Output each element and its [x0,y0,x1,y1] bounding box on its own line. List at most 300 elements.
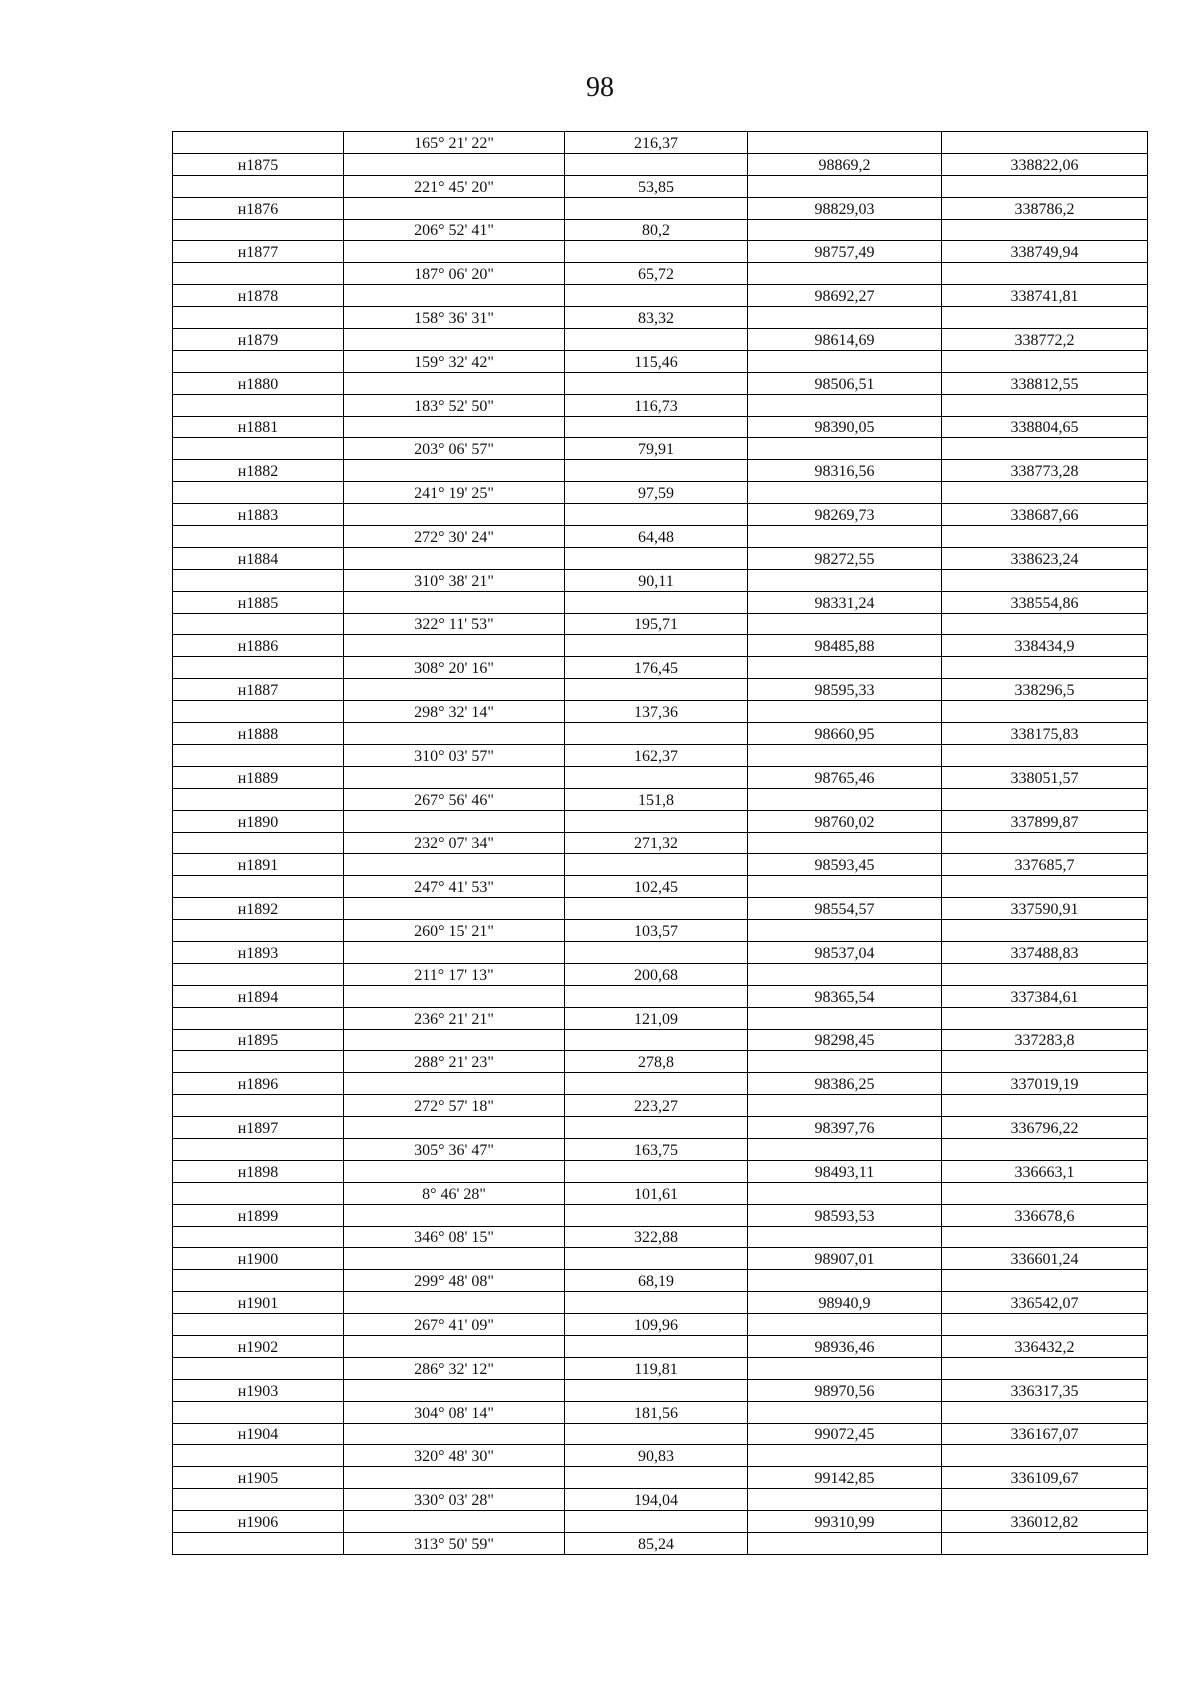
y-coordinate-cell [942,526,1148,548]
x-coordinate-cell [748,920,942,942]
direction-angle-cell [344,329,565,351]
table-row [173,504,1148,526]
point-name-cell: н1904 [173,1423,344,1445]
y-coordinate-cell: 338804,65 [942,416,1148,438]
y-coordinate-cell: 337590,91 [942,898,1148,920]
direction-angle-cell: 286° 32' 12" [344,1357,565,1379]
distance-cell [565,197,748,219]
y-coordinate-cell: 336542,07 [942,1292,1148,1314]
distance-cell: 200,68 [565,963,748,985]
y-coordinate-cell [942,657,1148,679]
direction-angle-cell [344,1029,565,1051]
y-coordinate-cell: 338822,06 [942,153,1148,175]
distance-cell [565,766,748,788]
x-coordinate-cell [748,1445,942,1467]
point-name-cell: н1879 [173,329,344,351]
x-coordinate-cell: 98506,51 [748,372,942,394]
table-row [173,832,1148,854]
point-name-cell [173,350,344,372]
x-coordinate-cell: 98907,01 [748,1248,942,1270]
distance-cell: 85,24 [565,1533,748,1555]
table-row [173,350,1148,372]
point-name-cell [173,1489,344,1511]
distance-cell [565,547,748,569]
x-coordinate-cell [748,788,942,810]
direction-angle-cell: 232° 07' 34" [344,832,565,854]
y-coordinate-cell [942,1357,1148,1379]
table-row [173,635,1148,657]
x-coordinate-cell [748,1270,942,1292]
distance-cell [565,504,748,526]
y-coordinate-cell [942,1401,1148,1423]
table-row [173,679,1148,701]
y-coordinate-cell: 336432,2 [942,1335,1148,1357]
table-row [173,1226,1148,1248]
distance-cell: 102,45 [565,876,748,898]
x-coordinate-cell [748,307,942,329]
x-coordinate-cell: 99072,45 [748,1423,942,1445]
table-row [173,1270,1148,1292]
direction-angle-cell [344,1117,565,1139]
distance-cell [565,723,748,745]
distance-cell: 101,61 [565,1182,748,1204]
direction-angle-cell: 260° 15' 21" [344,920,565,942]
x-coordinate-cell: 98660,95 [748,723,942,745]
distance-cell: 223,27 [565,1095,748,1117]
x-coordinate-cell [748,613,942,635]
x-coordinate-cell: 98272,55 [748,547,942,569]
y-coordinate-cell: 336317,35 [942,1379,1148,1401]
distance-cell [565,1248,748,1270]
x-coordinate-cell [748,1533,942,1555]
direction-angle-cell: 187° 06' 20" [344,263,565,285]
direction-angle-cell [344,1379,565,1401]
point-name-cell: н1886 [173,635,344,657]
direction-angle-cell: 330° 03' 28" [344,1489,565,1511]
table-row [173,329,1148,351]
point-name-cell [173,1051,344,1073]
y-coordinate-cell [942,175,1148,197]
direction-angle-cell: 211° 17' 13" [344,963,565,985]
table-row [173,1533,1148,1555]
x-coordinate-cell: 98692,27 [748,285,942,307]
x-coordinate-cell: 98331,24 [748,591,942,613]
direction-angle-cell [344,1292,565,1314]
point-name-cell: н1883 [173,504,344,526]
x-coordinate-cell: 98493,11 [748,1160,942,1182]
table-row [173,569,1148,591]
distance-cell [565,241,748,263]
y-coordinate-cell: 336109,67 [942,1467,1148,1489]
x-coordinate-cell: 98593,53 [748,1204,942,1226]
point-name-cell [173,657,344,679]
y-coordinate-cell [942,1182,1148,1204]
y-coordinate-cell: 336012,82 [942,1511,1148,1533]
direction-angle-cell: 313° 50' 59" [344,1533,565,1555]
point-name-cell [173,1401,344,1423]
y-coordinate-cell [942,438,1148,460]
direction-angle-cell: 299° 48' 08" [344,1270,565,1292]
distance-cell: 53,85 [565,175,748,197]
x-coordinate-cell [748,394,942,416]
table-row [173,219,1148,241]
direction-angle-cell: 247° 41' 53" [344,876,565,898]
y-coordinate-cell: 337488,83 [942,941,1148,963]
y-coordinate-cell [942,350,1148,372]
table-row [173,1160,1148,1182]
y-coordinate-cell: 337899,87 [942,810,1148,832]
point-name-cell: н1897 [173,1117,344,1139]
distance-cell: 195,71 [565,613,748,635]
x-coordinate-cell: 98614,69 [748,329,942,351]
x-coordinate-cell: 98537,04 [748,941,942,963]
table-row [173,241,1148,263]
x-coordinate-cell: 98269,73 [748,504,942,526]
distance-cell [565,329,748,351]
y-coordinate-cell: 337283,8 [942,1029,1148,1051]
distance-cell [565,1117,748,1139]
distance-cell: 162,37 [565,744,748,766]
x-coordinate-cell [748,132,942,154]
y-coordinate-cell: 338623,24 [942,547,1148,569]
table-row [173,701,1148,723]
y-coordinate-cell: 338434,9 [942,635,1148,657]
distance-cell [565,635,748,657]
x-coordinate-cell: 98554,57 [748,898,942,920]
point-name-cell [173,1270,344,1292]
distance-cell [565,854,748,876]
direction-angle-cell: 288° 21' 23" [344,1051,565,1073]
table-row [173,920,1148,942]
x-coordinate-cell: 98970,56 [748,1379,942,1401]
y-coordinate-cell [942,832,1148,854]
y-coordinate-cell: 336601,24 [942,1248,1148,1270]
distance-cell: 151,8 [565,788,748,810]
table-row [173,810,1148,832]
table-row [173,197,1148,219]
coordinates-table [172,131,1148,1555]
point-name-cell: н1898 [173,1160,344,1182]
y-coordinate-cell [942,219,1148,241]
table-row [173,526,1148,548]
y-coordinate-cell [942,701,1148,723]
y-coordinate-cell [942,263,1148,285]
direction-angle-cell: 305° 36' 47" [344,1138,565,1160]
distance-cell [565,1160,748,1182]
y-coordinate-cell [942,1489,1148,1511]
x-coordinate-cell [748,219,942,241]
distance-cell: 137,36 [565,701,748,723]
table-row [173,1051,1148,1073]
y-coordinate-cell [942,1051,1148,1073]
distance-cell [565,1292,748,1314]
point-name-cell: н1877 [173,241,344,263]
table-row [173,898,1148,920]
direction-angle-cell [344,723,565,745]
table-row [173,482,1148,504]
table-row [173,766,1148,788]
direction-angle-cell: 206° 52' 41" [344,219,565,241]
distance-cell: 194,04 [565,1489,748,1511]
direction-angle-cell: 298° 32' 14" [344,701,565,723]
direction-angle-cell: 267° 41' 09" [344,1314,565,1336]
y-coordinate-cell: 338773,28 [942,460,1148,482]
table-row [173,854,1148,876]
distance-cell: 216,37 [565,132,748,154]
y-coordinate-cell: 338772,2 [942,329,1148,351]
point-name-cell: н1906 [173,1511,344,1533]
distance-cell: 278,8 [565,1051,748,1073]
table-row [173,285,1148,307]
table-row [173,788,1148,810]
y-coordinate-cell [942,920,1148,942]
point-name-cell [173,1226,344,1248]
table-row [173,1423,1148,1445]
y-coordinate-cell: 338786,2 [942,197,1148,219]
direction-angle-cell: 241° 19' 25" [344,482,565,504]
table-row [173,1138,1148,1160]
distance-cell [565,1335,748,1357]
distance-cell [565,460,748,482]
distance-cell: 65,72 [565,263,748,285]
distance-cell [565,416,748,438]
y-coordinate-cell [942,613,1148,635]
x-coordinate-cell: 98595,33 [748,679,942,701]
direction-angle-cell: 159° 32' 42" [344,350,565,372]
table-row [173,372,1148,394]
distance-cell [565,285,748,307]
point-name-cell [173,744,344,766]
y-coordinate-cell: 338175,83 [942,723,1148,745]
point-name-cell [173,1095,344,1117]
point-name-cell: н1890 [173,810,344,832]
point-name-cell [173,920,344,942]
table-row [173,1117,1148,1139]
y-coordinate-cell [942,394,1148,416]
distance-cell [565,1423,748,1445]
x-coordinate-cell [748,569,942,591]
direction-angle-cell [344,635,565,657]
distance-cell [565,153,748,175]
point-name-cell: н1881 [173,416,344,438]
direction-angle-cell [344,547,565,569]
y-coordinate-cell [942,963,1148,985]
y-coordinate-cell: 338554,86 [942,591,1148,613]
point-name-cell [173,1314,344,1336]
point-name-cell [173,1357,344,1379]
distance-cell: 163,75 [565,1138,748,1160]
x-coordinate-cell: 98757,49 [748,241,942,263]
distance-cell [565,1379,748,1401]
page-number: 98 [586,72,614,103]
x-coordinate-cell [748,526,942,548]
direction-angle-cell [344,1073,565,1095]
x-coordinate-cell [748,438,942,460]
distance-cell: 116,73 [565,394,748,416]
y-coordinate-cell: 336678,6 [942,1204,1148,1226]
point-name-cell: н1905 [173,1467,344,1489]
y-coordinate-cell: 338687,66 [942,504,1148,526]
direction-angle-cell [344,766,565,788]
point-name-cell: н1887 [173,679,344,701]
table-row [173,307,1148,329]
direction-angle-cell [344,153,565,175]
x-coordinate-cell: 98765,46 [748,766,942,788]
direction-angle-cell [344,1511,565,1533]
point-name-cell [173,701,344,723]
table-row [173,744,1148,766]
y-coordinate-cell: 338749,94 [942,241,1148,263]
y-coordinate-cell: 337685,7 [942,854,1148,876]
distance-cell: 271,32 [565,832,748,854]
distance-cell [565,591,748,613]
table-row [173,1335,1148,1357]
x-coordinate-cell [748,1138,942,1160]
table-row [173,657,1148,679]
point-name-cell: н1888 [173,723,344,745]
y-coordinate-cell: 338812,55 [942,372,1148,394]
direction-angle-cell: 320° 48' 30" [344,1445,565,1467]
table-row [173,1029,1148,1051]
table-row [173,1467,1148,1489]
point-name-cell [173,1138,344,1160]
y-coordinate-cell: 336796,22 [942,1117,1148,1139]
point-name-cell: н1903 [173,1379,344,1401]
point-name-cell [173,876,344,898]
y-coordinate-cell [942,1533,1148,1555]
point-name-cell: н1892 [173,898,344,920]
table-row [173,416,1148,438]
y-coordinate-cell [942,1095,1148,1117]
point-name-cell [173,219,344,241]
point-name-cell: н1893 [173,941,344,963]
direction-angle-cell [344,810,565,832]
distance-cell: 115,46 [565,350,748,372]
y-coordinate-cell: 338296,5 [942,679,1148,701]
y-coordinate-cell [942,1314,1148,1336]
distance-cell: 121,09 [565,1007,748,1029]
table-row [173,1204,1148,1226]
distance-cell [565,810,748,832]
point-name-cell: н1902 [173,1335,344,1357]
point-name-cell: н1878 [173,285,344,307]
table-row [173,1489,1148,1511]
x-coordinate-cell: 98940,9 [748,1292,942,1314]
direction-angle-cell [344,1467,565,1489]
point-name-cell [173,832,344,854]
table-row [173,394,1148,416]
x-coordinate-cell [748,263,942,285]
direction-angle-cell [344,1335,565,1357]
point-name-cell [173,569,344,591]
point-name-cell [173,1445,344,1467]
direction-angle-cell: 308° 20' 16" [344,657,565,679]
x-coordinate-cell [748,1401,942,1423]
point-name-cell: н1901 [173,1292,344,1314]
x-coordinate-cell: 98390,05 [748,416,942,438]
table-row [173,1379,1148,1401]
distance-cell: 83,32 [565,307,748,329]
point-name-cell [173,526,344,548]
direction-angle-cell [344,1423,565,1445]
distance-cell: 80,2 [565,219,748,241]
direction-angle-cell: 346° 08' 15" [344,1226,565,1248]
table-row [173,613,1148,635]
distance-cell: 109,96 [565,1314,748,1336]
x-coordinate-cell [748,1357,942,1379]
x-coordinate-cell: 99142,85 [748,1467,942,1489]
y-coordinate-cell: 337384,61 [942,985,1148,1007]
direction-angle-cell [344,197,565,219]
y-coordinate-cell: 338741,81 [942,285,1148,307]
direction-angle-cell: 203° 06' 57" [344,438,565,460]
table-row [173,1511,1148,1533]
y-coordinate-cell [942,1007,1148,1029]
direction-angle-cell [344,460,565,482]
y-coordinate-cell: 336167,07 [942,1423,1148,1445]
direction-angle-cell [344,372,565,394]
x-coordinate-cell [748,876,942,898]
y-coordinate-cell [942,1138,1148,1160]
table-row [173,132,1148,154]
direction-angle-cell: 272° 57' 18" [344,1095,565,1117]
distance-cell [565,1467,748,1489]
point-name-cell: н1884 [173,547,344,569]
x-coordinate-cell [748,1095,942,1117]
point-name-cell [173,963,344,985]
distance-cell: 90,83 [565,1445,748,1467]
direction-angle-cell [344,285,565,307]
point-name-cell: н1889 [173,766,344,788]
table-row [173,1445,1148,1467]
distance-cell [565,941,748,963]
x-coordinate-cell [748,350,942,372]
distance-cell [565,898,748,920]
x-coordinate-cell: 98869,2 [748,153,942,175]
direction-angle-cell: 267° 56' 46" [344,788,565,810]
distance-cell: 176,45 [565,657,748,679]
y-coordinate-cell: 338051,57 [942,766,1148,788]
x-coordinate-cell [748,744,942,766]
y-coordinate-cell: 336663,1 [942,1160,1148,1182]
x-coordinate-cell: 98760,02 [748,810,942,832]
distance-cell: 119,81 [565,1357,748,1379]
distance-cell [565,985,748,1007]
point-name-cell: н1880 [173,372,344,394]
table-row [173,591,1148,613]
distance-cell: 103,57 [565,920,748,942]
table-row [173,1292,1148,1314]
distance-cell [565,1073,748,1095]
y-coordinate-cell [942,788,1148,810]
table-row [173,1401,1148,1423]
point-name-cell [173,788,344,810]
point-name-cell [173,175,344,197]
y-coordinate-cell [942,482,1148,504]
x-coordinate-cell: 98485,88 [748,635,942,657]
direction-angle-cell [344,898,565,920]
x-coordinate-cell: 98365,54 [748,985,942,1007]
point-name-cell: н1882 [173,460,344,482]
table-row [173,175,1148,197]
x-coordinate-cell [748,1007,942,1029]
table-row [173,460,1148,482]
distance-cell: 97,59 [565,482,748,504]
point-name-cell [173,482,344,504]
table-row [173,1095,1148,1117]
direction-angle-cell: 310° 03' 57" [344,744,565,766]
direction-angle-cell: 322° 11' 53" [344,613,565,635]
